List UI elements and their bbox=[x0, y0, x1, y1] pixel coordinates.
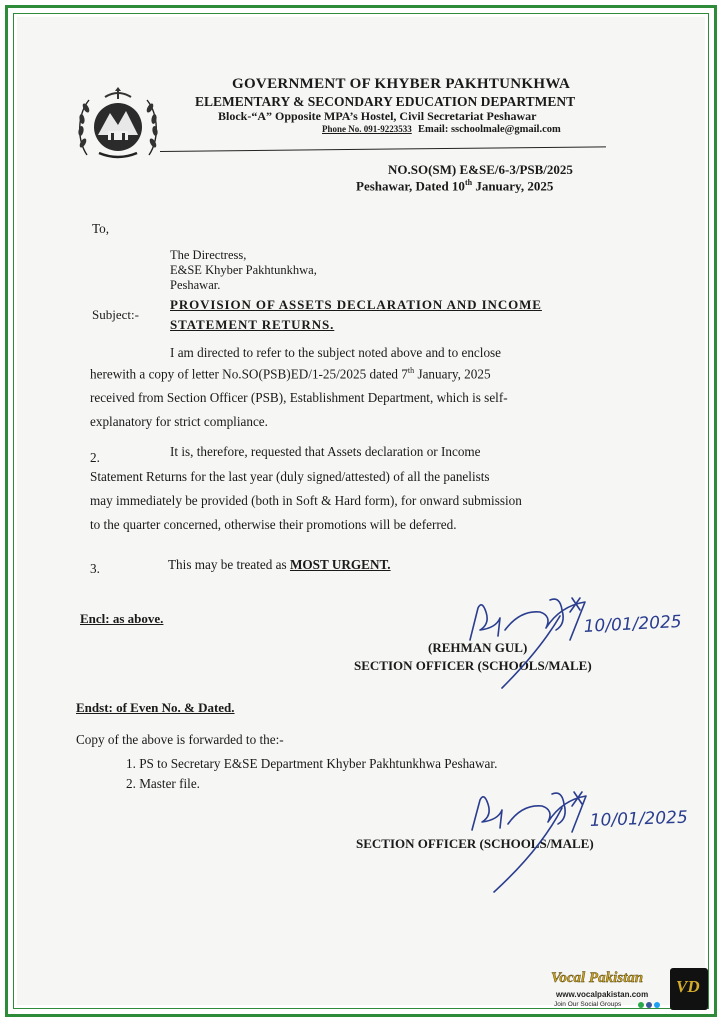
para2-line: to the quarter concerned, otherwise their promotions will be deferred. bbox=[90, 517, 457, 532]
letterhead-phone: Phone No. 091-9223533 bbox=[322, 124, 412, 134]
reference-date-suffix: January, 2025 bbox=[472, 178, 554, 194]
signatory-name: (REHMAN GUL) bbox=[428, 640, 528, 655]
watermark-url[interactable]: www.vocalpakistan.com bbox=[556, 990, 649, 999]
para1-line2-post: January, 2025 bbox=[414, 366, 491, 382]
watermark-badge bbox=[670, 968, 708, 1010]
address-line: E&SE Khyber Pakhtunkhwa, bbox=[170, 263, 317, 277]
address-line: The Directress, bbox=[170, 248, 247, 262]
salutation-to: To, bbox=[92, 221, 110, 236]
letterhead-email: Email: sschoolmale@gmail.com bbox=[418, 124, 561, 135]
address-line: Peshawar. bbox=[170, 278, 221, 292]
facebook-icon[interactable] bbox=[646, 1002, 652, 1008]
subject-line: PROVISION OF ASSETS DECLARATION AND INCOME bbox=[170, 297, 542, 312]
subject-label: Subject:- bbox=[92, 307, 139, 322]
signatory-designation: SECTION OFFICER (SCHOOLS/MALE) bbox=[354, 658, 592, 673]
letterhead-department: ELEMENTARY & SECONDARY EDUCATION DEPARTMENT bbox=[195, 94, 576, 109]
para1-line: explanatory for strict compliance. bbox=[90, 414, 268, 429]
endorsement-item: 2. Master file. bbox=[126, 776, 200, 791]
letterhead-government: GOVERNMENT OF KHYBER PAKHTUNKHWA bbox=[232, 76, 571, 92]
endorsement-intro: Copy of the above is forwarded to the:- bbox=[76, 732, 284, 747]
letterhead-address: Block-“A” Opposite MPA’s Hostel, Civil Secretariat Peshawar bbox=[218, 109, 537, 123]
para1-line2-pre: herewith a copy of letter No.SO(PSB)ED/1-25/2025 dated 7 bbox=[90, 366, 408, 382]
whatsapp-icon[interactable] bbox=[638, 1002, 644, 1008]
watermark-badge-text: VD bbox=[676, 977, 700, 996]
signature-1-date: 10/01/2025 bbox=[583, 611, 683, 637]
watermark-title: Vocal Pakistan bbox=[551, 970, 644, 986]
signature-2 bbox=[472, 792, 688, 892]
endorsement-item: 1. PS to Secretary E&SE Department Khyber Pakhtunkhwa Peshawar. bbox=[126, 756, 498, 771]
para1-line2-sup: th bbox=[407, 366, 415, 375]
reference-date-prefix: Peshawar, Dated 10 bbox=[356, 178, 465, 194]
reference-date-sup: th bbox=[464, 178, 473, 187]
para2-line: It is, therefore, requested that Assets declaration or Income bbox=[170, 444, 481, 459]
para2-line: Statement Returns for the last year (duly signed/attested) of all the panelists bbox=[90, 469, 490, 484]
signature-1 bbox=[470, 598, 682, 688]
para2-line: may immediately be provided (both in Soft & Hard form), for onward submission bbox=[90, 493, 522, 508]
para2-number: 2. bbox=[90, 450, 100, 465]
endorsement-heading: Endst: of Even No. & Dated. bbox=[76, 700, 235, 715]
para1-line: I am directed to refer to the subject noted above and to enclose bbox=[170, 345, 502, 360]
watermark-join-text: Join Our Social Groups bbox=[554, 1001, 622, 1008]
telegram-icon[interactable] bbox=[654, 1002, 660, 1008]
subject-line: STATEMENT RETURNS. bbox=[170, 317, 335, 332]
reference-number: NO.SO(SM) E&SE/6-3/PSB/2025 bbox=[388, 162, 573, 177]
enclosure-note: Encl: as above. bbox=[80, 611, 164, 626]
endorsement-designation: SECTION OFFICER (SCHOOLS/MALE) bbox=[356, 836, 594, 851]
para3-text: This may be treated as bbox=[168, 557, 290, 572]
para1-line: received from Section Officer (PSB), Establishment Department, which is self- bbox=[90, 390, 508, 405]
para3-number: 3. bbox=[90, 561, 100, 576]
most-urgent-emphasis: MOST URGENT. bbox=[289, 557, 391, 572]
signature-2-date: 10/01/2025 bbox=[589, 807, 689, 831]
